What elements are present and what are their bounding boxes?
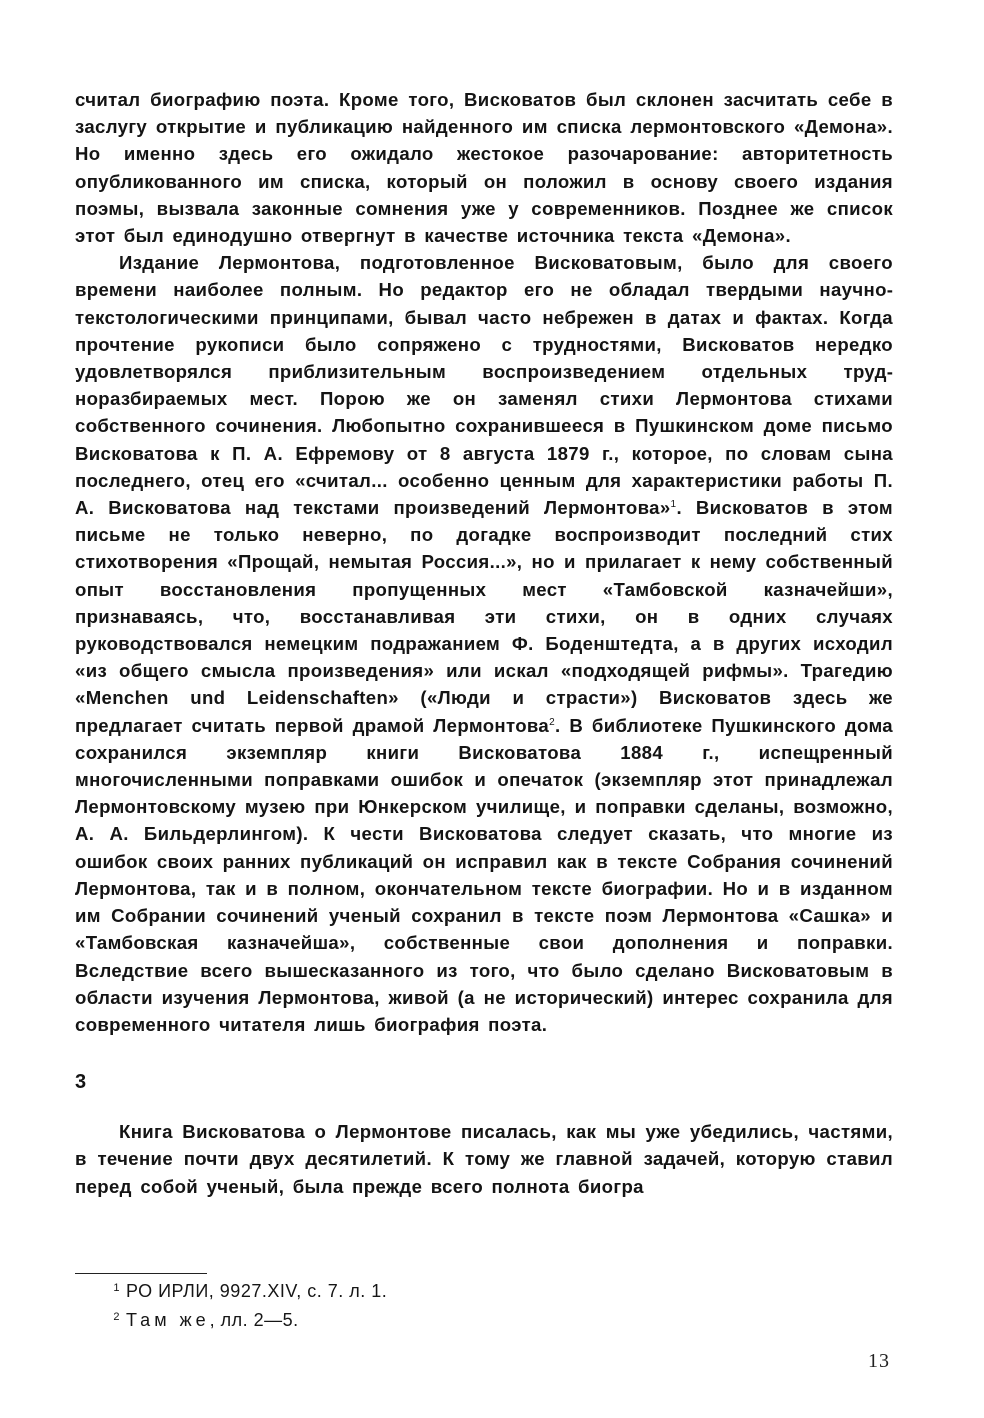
footnote-1 [110, 1278, 710, 1307]
main-text [75, 86, 893, 1200]
footnote-2 [110, 1307, 710, 1336]
paragraph-2-part-3: . В библиотеке Пушкинского дома сохранился экземпляр книги Висковатова 1884 г., испещренный многочисленными поправками ошибок и опечаток (экземпляр этот принадлежал Лермонтовскому музею при Юнкерском училище, и поправки сделаны, возможно, А. А. Бильдерлингом). К чести Висковатова следует сказать, что многие из ошибок своих ранних публикаций он исправил как в тексте Собрания сочинений Лермонтова, так и в полном, окончательном тексте биографии. Но и в изданном им Собрании сочинений ученый сохранил в тексте поэм Лермонтова «Сашка» и «Тамбовская казначейша», собственные свои дополнения и поправки. Вследствие всего вышесказанного из того, что было сделано Висковатовым в области изучения Лермонтова, живой (а не исторический) интерес сохранила для современного читателя лишь биография поэта. [75, 714, 893, 1035]
footnote-spaced-prefix: Там же [126, 1310, 210, 1330]
paragraph-3: Книга Висковатова о Лермонтове писалась, как мы уже убедились, частями, в течение почти двух десятилетий. К тому же главной задачей, которую ставил перед собой ученый, была прежде всего полнота биогра [75, 1121, 893, 1197]
footnote-ref-2[interactable]: 2 [549, 716, 556, 728]
footnote-divider [75, 1273, 207, 1274]
paragraph-2-part-1: Издание Лермонтова, подготовленное Висковатовым, было для своего времени наиболее полным. Но редактор его не обладал твердыми научнотекстологическими принципами, бывал часто небрежен в датах и фактах. Когда прочтение рукописи было сопряжено с трудностями, Висковатов нередко удовлетворялся приблизительным воспроизведением отдельных трудноразбираемых мест. Порою же он заменял стихи Лермонтова стихами собственного сочинения. Любопытно сохранившееся в Пушкинском доме письмо Висковатова к П. А. Ефремову от 8 августа 1879 г., которое, по словам сына последнего, отец его «считал... особенно ценным для характеристики работы П. А. Висковатова над текстами произведений Лермонтова» [75, 252, 893, 519]
section-heading: 3 [75, 1071, 87, 1094]
footnote-text: РО ИРЛИ, 9927.XIV, с. 7. л. 1. [126, 1281, 388, 1301]
footnote-mark: 1 [113, 1282, 120, 1294]
paragraph-2-part-2: . Висковатов в этом письме не только неверно, по догадке воспроизводит последний стих стихотворения «Прощай, немытая Россия...», но и прилагает к нему собственный опыт восстановления пропущенных мест «Тамбовской казначейши», признаваясь, что, восстанавливая эти стихи, он в одних случаях руководствовался немецким подражанием Ф. Боденштедта, а в других исходил «из общего смысла произведения» или искал «подходящей рифмы». Трагедию «Menchen und Leidenschaften» («Люди и страсти») Висковатов здесь же предлагает считать первой драмой Лермонтова [75, 497, 893, 736]
footnotes [110, 1278, 710, 1336]
footnote-ref-1[interactable]: 1 [670, 498, 677, 510]
paragraph-1: считал биографию поэта. Кроме того, Висковатов был склонен засчитать себе в заслугу открытие и публикацию найденного им списка лермонтовского «Демона». Но именно здесь его ожидало жестокое разочарование: авторитетность опубликованного им списка, который он положил в основу своего издания поэмы, вызвала законные сомнения уже у современников. Позднее же список этот был единодушно отвергнут в качестве источника текста «Демона». [75, 89, 893, 247]
footnote-rest: , лл. 2—5. [209, 1310, 299, 1330]
paragraph-2 [75, 249, 893, 1038]
footnote-mark: 2 [113, 1311, 120, 1323]
page-number: 13 [868, 1350, 890, 1372]
footnote-text [126, 1307, 299, 1333]
